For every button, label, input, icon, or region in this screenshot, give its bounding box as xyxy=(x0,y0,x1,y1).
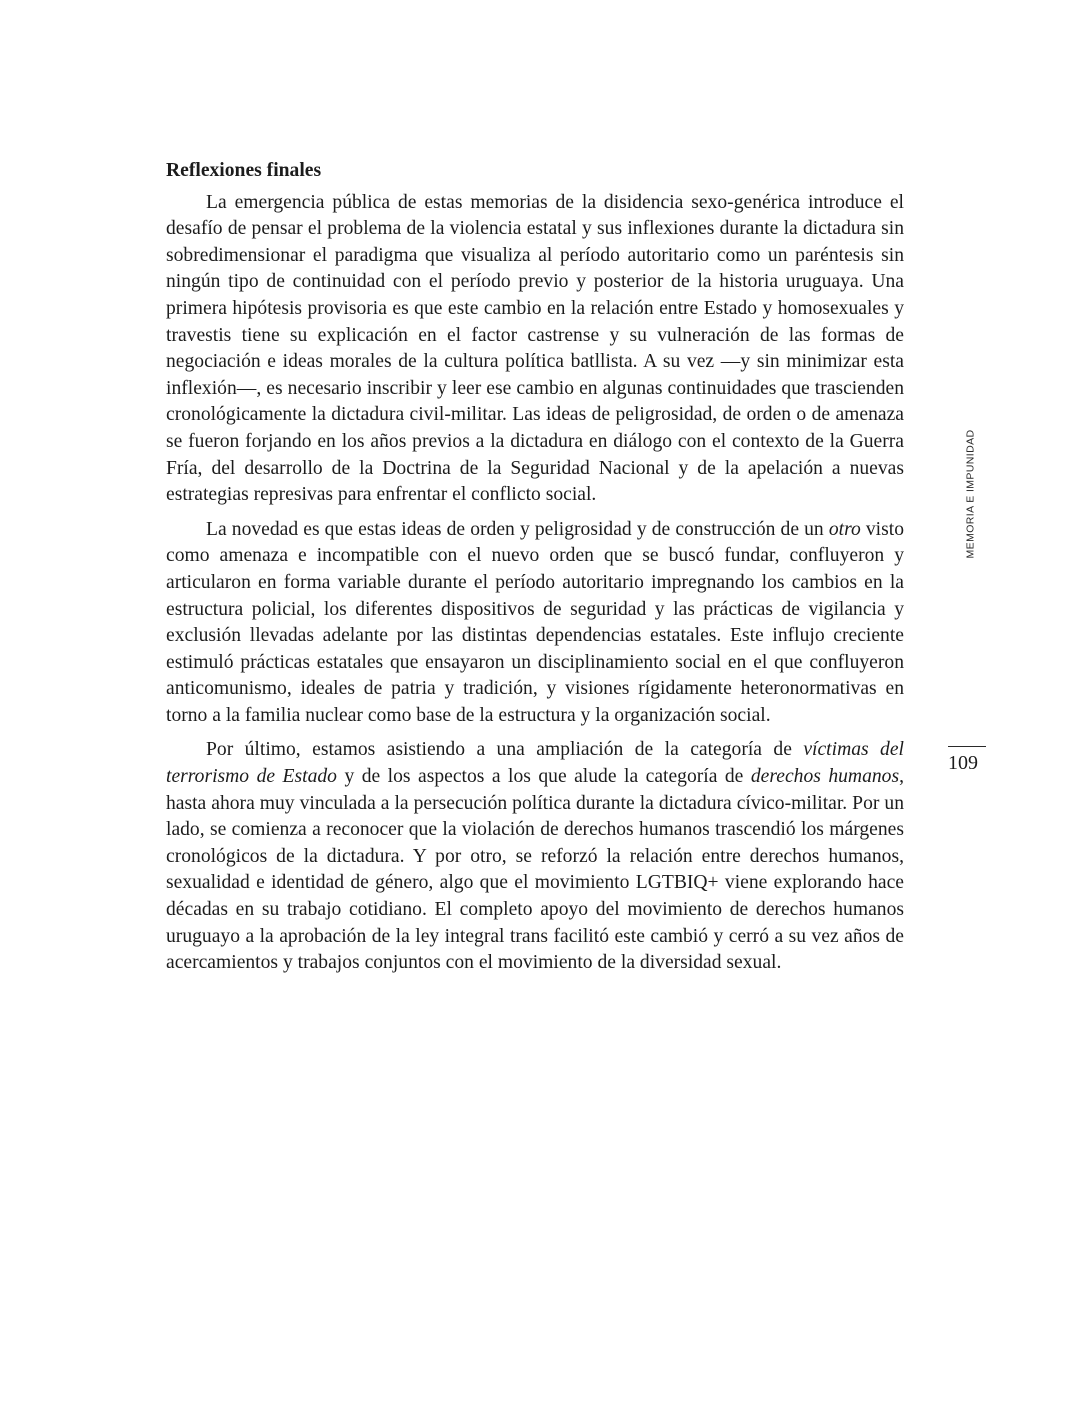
paragraph-1 xyxy=(166,190,904,509)
body-text xyxy=(166,158,904,985)
text-run: La novedad es que estas ideas de orden y peligrosidad y de construcción de un xyxy=(206,518,829,540)
text-run: La emergencia pública de estas memorias de la disidencia sexo-genérica introduce el desafío de pensar el problema de la violencia estatal y sus inflexiones durante la dictadura sin sobredimensionar el paradigma que visualiza al período autoritario como un paréntesis sin ningún tipo de continuidad con el período previo y posterior de la historia uruguaya. Una primera hipótesis provisoria es que este cambio en la relación entre Estado y homosexuales y travestis tiene su explicación en el factor castrense y su vulneración de las formas de negociación e ideas morales de la cultura política batllista. A su vez —y sin minimizar esta inflexión—, es necesario inscribir y leer ese cambio en algunas continuidades que trascienden cronológicamente la dictadura civil-militar. Las ideas de peligrosidad, de orden o de amenaza se fueron forjando en los años previos a la dictadura en diálogo con el contexto de la Guerra Fría, del desarrollo de la Doctrina de la Seguridad Nacional y de la apelación a nuevas estrategias represivas para enfrentar el conflicto social. xyxy=(166,191,904,506)
italic-phrase: derechos humanos xyxy=(750,766,900,788)
italic-phrase: víctimas del terrorismo de Estado xyxy=(166,739,904,788)
running-head xyxy=(963,420,977,568)
paragraph-3 xyxy=(166,737,904,976)
page-number: 109 xyxy=(948,752,978,774)
running-head-label: MEMORIA E IMPUNIDAD xyxy=(964,429,977,559)
section-heading: Reflexiones finales xyxy=(166,160,322,181)
paragraph-2 xyxy=(166,517,904,730)
text-run: Por último, estamos asistiendo a una ampliación de la categoría de xyxy=(206,739,804,761)
page-number-rule xyxy=(948,746,986,747)
text-run: visto como amenaza e incompatible con el nuevo orden que se buscó fundar, confluyeron y articularon en forma variable durante el período autoritario impregnando los cambios en la estructura policial, los diferentes dispositivos de seguridad y las prácticas de vigilancia y exclusión llevadas adelante por las distintas dependencias estatales. Este influjo creciente estimuló prácticas estatales que ensayaron un disciplinamiento social en el que confluyeron anticomunismo, ideales de patria y tradición, y visiones rígidamente heteronormativas en torno a la familia nuclear como base de la estructura y la organización social. xyxy=(166,518,904,726)
text-run: , hasta ahora muy vinculada a la persecución política durante la dictadura cívico-militar. Por un lado, se comienza a reconocer que la violación de derechos humanos trascendió los márgenes cronológicos de la dictadura. Y por otro, se reforzó la relación entre derechos humanos, sexualidad e identidad de género, algo que el movimiento LGTBIQ+ viene explorando hace décadas en su trabajo cotidiano. El completo apoyo del movimiento de derechos humanos uruguayo a la aprobación de la ley integral trans facilitó este cambió y cerró a su vez años de acercamientos y trabajos conjuntos con el movimiento de la diversidad sexual. xyxy=(166,766,904,974)
italic-phrase: otro xyxy=(828,518,861,540)
text-run: y de los aspectos a los que alude la categoría de xyxy=(336,766,751,788)
